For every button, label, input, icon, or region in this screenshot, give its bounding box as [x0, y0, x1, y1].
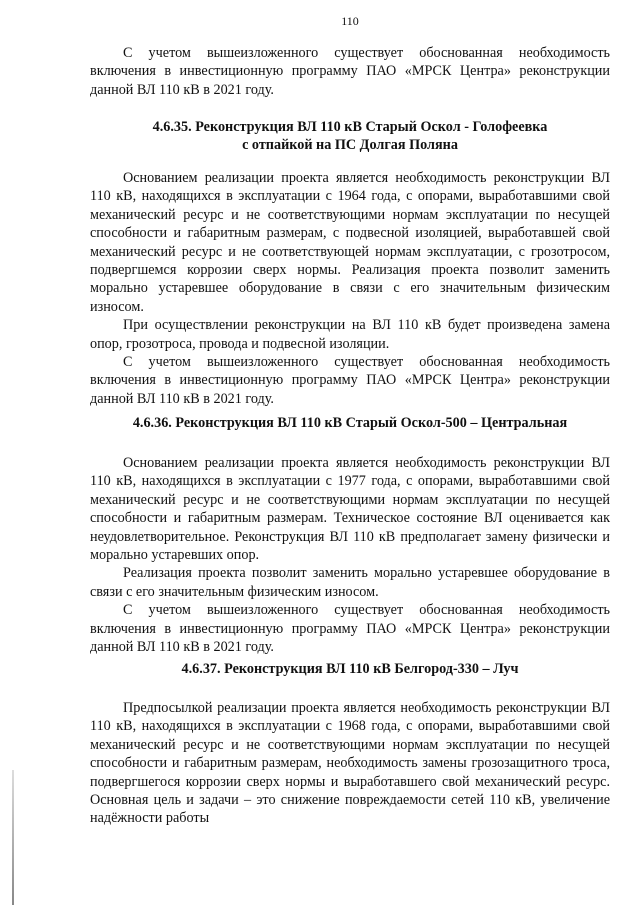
paragraph: С учетом вышеизложенного существует обоснованная необходимость включения в инвестиционную программу ПАО «МРСК Центра» реконструкции данной ВЛ 110 кВ в 2021 году. [90, 45, 610, 98]
section-body [90, 169, 610, 408]
paragraph: Реализация проекта позволит заменить морально устаревшее оборудование в связи с его значительным физическим износом. [90, 565, 610, 600]
page-number: 110 [341, 14, 359, 28]
section-body [90, 699, 610, 828]
section-heading: 4.6.36. Реконструкция ВЛ 110 кВ Старый Оскол-500 – Центральная [132, 415, 568, 431]
section-heading [90, 118, 610, 155]
paragraph: Основанием реализации проекта является необходимость реконструкции ВЛ 110 кВ, находящихся в эксплуатации с 1977 года, с опорами, выработавшими свой механический ресурс и не соответствующими нормам эксплуатации по несущей способности и габаритным размерам. Техническое состояние ВЛ оценивается как неудовлетворительное. Реконструкция ВЛ 110 кВ предполагает замену физически и морально устаревших опор. [90, 455, 610, 564]
section-heading: 4.6.37. Реконструкция ВЛ 110 кВ Белгород-330 – Луч [181, 661, 519, 677]
paragraph: Предпосылкой реализации проекта является необходимость реконструкции ВЛ 110 кВ, находящихся в эксплуатации с 1968 года, с опорами, выработавшими свой механический ресурс и не соответствующими нормам эксплуатации по несущей способности и габаритным размерам, необходимость замены грозозащитного троса, подвергшегося коррозии сверх нормы и выработавшего свой механический ресурс. Основная цель и задачи – это снижение повреждаемости сетей 110 кВ, увеличение надёжности работы [90, 700, 610, 827]
paragraph: С учетом вышеизложенного существует обоснованная необходимость включения в инвестиционную программу ПАО «МРСК Центра» реконструкции данной ВЛ 110 кВ в 2021 году. [90, 602, 610, 656]
scan-edge-mark [12, 770, 14, 905]
paragraph: С учетом вышеизложенного существует обоснованная необходимость включения в инвестиционную программу ПАО «МРСК Центра» реконструкции данной ВЛ 110 кВ в 2021 году. [90, 354, 610, 407]
section-body [90, 454, 610, 656]
heading-line: с отпайкой на ПС Долгая Поляна [242, 137, 458, 154]
paragraph: Основанием реализации проекта является необходимость реконструкции ВЛ 110 кВ, находящихся в эксплуатации с 1964 года, с опорами, выработавшими свой механический ресурс и не соответствующими нормам эксплуатации по несущей способности и габаритным размерам, с подвесной изоляцией, выработавшей свой механический ресурс и не соответствующей нормам эксплуатации, с грозотросом, подвергшемся коррозии сверх нормы. Реализация проекта позволит заменить морально устаревшее оборудование в связи с его значительным физическим износом. [90, 170, 610, 315]
heading-line: 4.6.35. Реконструкция ВЛ 110 кВ Старый Оскол - Голофеевка [152, 119, 548, 135]
paragraph: При осуществлении реконструкции на ВЛ 110 кВ будет произведена замена опор, грозотроса, провода и подвесной изоляции. [90, 317, 610, 352]
